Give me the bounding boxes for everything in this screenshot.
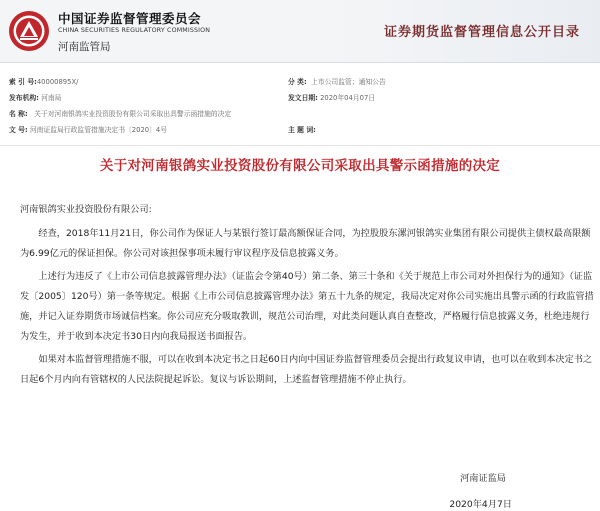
header-banner [330,0,600,62]
site-header [0,0,600,63]
paragraph-3: 如果对本监督管理措施不服，可以在收到本决定书之日起60日内向中国证券监督管理委员会提出行政复议申请，也可以在收到本决定书之日起6个月内向有管辖权的人民法院提起诉讼。复议与诉讼期间，上述监督管理措施不停止执行。 [20,354,593,385]
meta-issuer-value: 河南局 [41,94,62,102]
csrc-logo-icon [8,10,50,52]
meta-date [288,92,375,102]
signature-org: 河南证监局 [460,473,506,484]
divider [0,145,600,146]
meta-date-label: 发文日期: [288,94,318,102]
paragraph-2: 上述行为违反了《上市公司信息披露管理办法》（证监会令第40号）第二条、第三十条和《关于规范上市公司对外担保行为的通知》（证监发〔2005〕120号）第一条等规定。根据《上市公司信息披露管理办法》第五十九条的规定，我局决定对你公司实施出具警示函的行政监管措施，并记入证券期货市场诚信档案。你公司应充分吸取教训，规范公司治理，对此类问题认真自查整改，严格履行信息披露义务，杜绝违规行为发生，并于收到本决定书30日内向我局报送书面报告。 [20,271,594,342]
meta-docno-label: 文 号: [9,126,28,134]
meta-issuer [9,92,61,102]
paragraph-1: 经查，2018年11月21日，你公司作为保证人与某银行签订最高额保证合同，为控股股东漯河银鸽实业集团有限公司提供主债权最高限额为6.99亿元的保证担保。你公司对该担保事项未履行审议程序及信息披露义务。 [20,228,591,259]
meta-issuer-label: 发布机构: [9,94,39,102]
meta-category-value: 上市公司监管；通知公告 [311,78,386,86]
addressee: 河南银鸽实业投资股份有限公司: [20,204,152,215]
meta-subject [288,124,316,134]
bureau-name: 河南监管局 [58,41,111,53]
meta-index-value: 40000895X/ [36,78,79,86]
meta-name-label: 名 称: [9,110,28,118]
document-title: 关于对河南银鸽实业投资股份有限公司采取出具警示函措施的决定 [99,158,501,174]
org-name-cn: 中国证券监督管理委员会 [58,11,202,26]
meta-name-value: 关于对河南银鸽实业投资股份有限公司采取出具警示函措施的决定 [34,110,232,118]
meta-index [9,76,78,86]
system-title: 证券期货监督管理信息公开目录 [383,25,580,40]
meta-docno-value: 河南证监局行政监管措施决定书〔2020〕4号 [29,126,168,134]
meta-subject-label: 主 题 词: [288,126,316,134]
meta-category-label: 分 类: [288,78,307,86]
meta-category [288,76,386,86]
meta-name [9,108,231,118]
document-body [20,200,595,393]
signature-date: 2020年4月7日 [449,499,512,510]
org-name-en: CHINA SECURITIES REGULATORY COMMISSION [58,27,211,34]
meta-docno [9,124,167,134]
meta-date-value: 2020年04月07日 [320,94,376,102]
document-metadata [0,72,600,134]
meta-index-label: 索 引 号: [9,78,37,86]
